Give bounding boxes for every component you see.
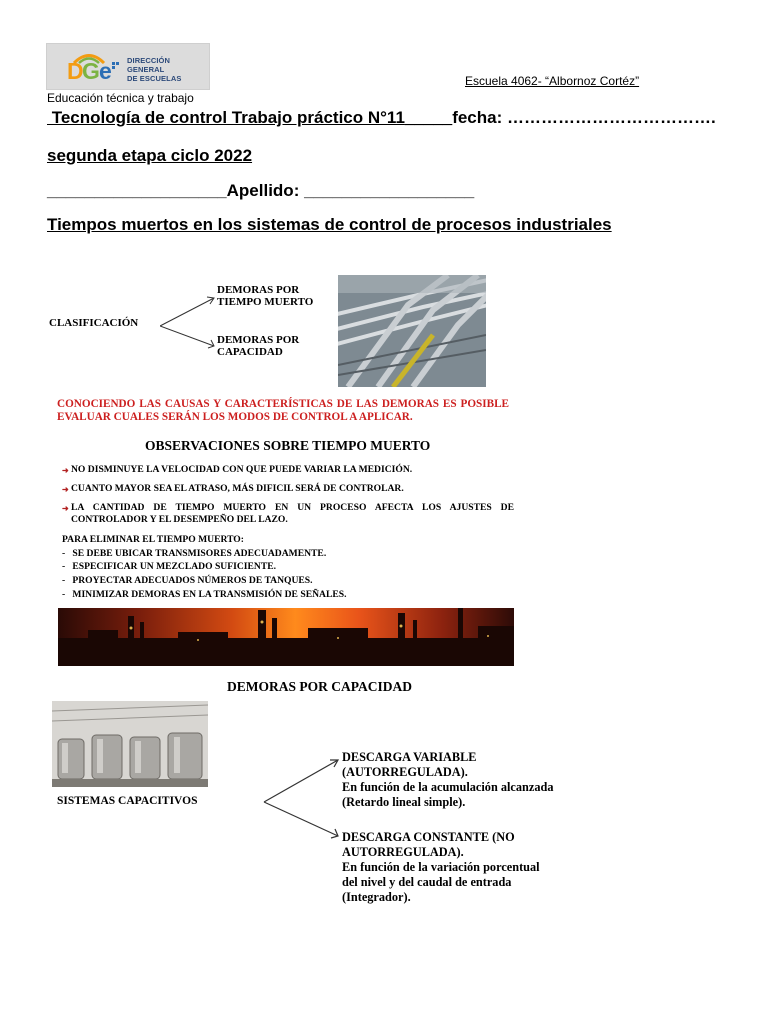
desc-line: En función de la variación porcentual — [342, 860, 540, 874]
fecha-field: fecha: ………………………………. — [452, 108, 716, 127]
clasificacion-label: CLASIFICACIÓN — [49, 317, 139, 329]
list-item — [62, 464, 514, 476]
list-item: - PROYECTAR ADECUADOS NÚMEROS DE TANQUES. — [62, 575, 313, 587]
branch-line: DEMORAS POR — [217, 334, 300, 346]
desc-line: del nivel y del caudal de entrada — [342, 875, 512, 889]
list-item — [62, 483, 514, 495]
branch-capacidad — [217, 334, 299, 358]
arrow-bullet-icon: ➜ — [62, 504, 69, 513]
tanks-illustration — [52, 701, 208, 787]
desc-line: AUTORREGULADA). — [342, 845, 464, 859]
list-item-text: CUANTO MAYOR SEA EL ATRASO, MÁS DIFICIL SERÁ DE CONTROLAR. — [71, 483, 404, 494]
logo-text-line: DE ESCUELAS — [127, 74, 182, 83]
observaciones-title: OBSERVACIONES SOBRE TIEMPO MUERTO — [145, 438, 431, 453]
desc-line: DESCARGA VARIABLE — [342, 750, 477, 764]
pipes-illustration — [338, 275, 486, 387]
capacitive-tanks-photo — [52, 701, 208, 787]
clasificacion-branch-arrows — [160, 290, 220, 356]
sistemas-capacitivos-label: SISTEMAS CAPACITIVOS — [57, 795, 198, 807]
list-item: - MINIMIZAR DEMORAS EN LA TRANSMISIÓN DE SEÑALES. — [62, 588, 347, 600]
desc-line: (Integrador). — [342, 890, 411, 904]
desc-line: (Retardo lineal simple). — [342, 795, 466, 809]
branch-tiempo-muerto — [217, 284, 313, 308]
observaciones-list — [62, 464, 514, 533]
desc-line: DESCARGA CONSTANTE (NO — [342, 830, 515, 844]
apellido-field: Apellido: __________________ — [226, 181, 475, 200]
dge-logo — [46, 43, 210, 90]
logo-letter-d: D — [67, 58, 84, 84]
title-blank: _____ — [404, 108, 453, 127]
list-item: - ESPECIFICAR UN MEZCLADO SUFICIENTE. — [62, 561, 277, 573]
logo-dots-icon — [112, 62, 122, 72]
name-blank: ___________________ — [47, 181, 227, 200]
branch-line: CAPACIDAD — [217, 346, 283, 358]
stage-line: segunda etapa ciclo 2022 — [47, 146, 253, 165]
arrow-bullet-icon: ➜ — [62, 485, 69, 494]
logo-letter-e: e — [99, 58, 112, 84]
desc-line: (AUTORREGULADA). — [342, 765, 468, 779]
logo-letter-g: G — [82, 58, 100, 84]
refinery-sunset-photo — [58, 608, 514, 666]
logo-text-line: DIRECCIÓN GENERAL — [127, 56, 170, 74]
list-item: - SE DEBE UBICAR TRANSMISORES ADECUADAMENTE. — [62, 547, 327, 559]
list-item-text: LA CANTIDAD DE TIEMPO MUERTO EN UN PROCESO AFECTA LOS AJUSTES DE CONTROLADOR Y EL DESEMPEÑO DEL LAZO. — [71, 502, 514, 525]
capacidad-title: DEMORAS POR CAPACIDAD — [227, 679, 412, 694]
list-item — [62, 502, 514, 526]
descarga-variable — [342, 750, 553, 810]
industrial-pipes-photo — [338, 275, 486, 387]
branch-line: TIEMPO MUERTO — [217, 296, 314, 308]
refinery-illustration — [58, 608, 514, 666]
arrow-bullet-icon: ➜ — [62, 466, 69, 475]
school-name: Escuela 4062- “Albornoz Cortéz” — [465, 74, 640, 88]
doc-title-line — [47, 108, 716, 128]
list-item-text: NO DISMINUYE LA VELOCIDAD CON QUE PUEDE VARIAR LA MEDICIÓN. — [71, 464, 413, 475]
intro-paragraph: CONOCIENDO LAS CAUSAS Y CARACTERÍSTICAS DE LAS DEMORAS ES POSIBLE EVALUAR CUALES SERÁN LOS MODOS DE CONTROL A APLICAR. — [57, 398, 509, 423]
descarga-constante — [342, 830, 540, 905]
branch-line: DEMORAS POR — [217, 284, 300, 296]
dge-logo-mark — [67, 50, 111, 84]
capacidad-branch-arrows — [262, 752, 344, 842]
eliminar-heading: PARA ELIMINAR EL TIEMPO MUERTO: — [62, 534, 244, 545]
logo-text — [127, 56, 209, 83]
name-line — [47, 181, 474, 201]
doc-title: Tecnología de control Trabajo práctico N°11 — [47, 108, 405, 127]
subject-line: Tiempos muertos en los sistemas de control de procesos industriales — [47, 215, 612, 234]
eliminar-section — [62, 533, 346, 602]
area-label: Educación técnica y trabajo — [47, 91, 194, 105]
desc-line: En función de la acumulación alcanzada — [342, 780, 554, 794]
